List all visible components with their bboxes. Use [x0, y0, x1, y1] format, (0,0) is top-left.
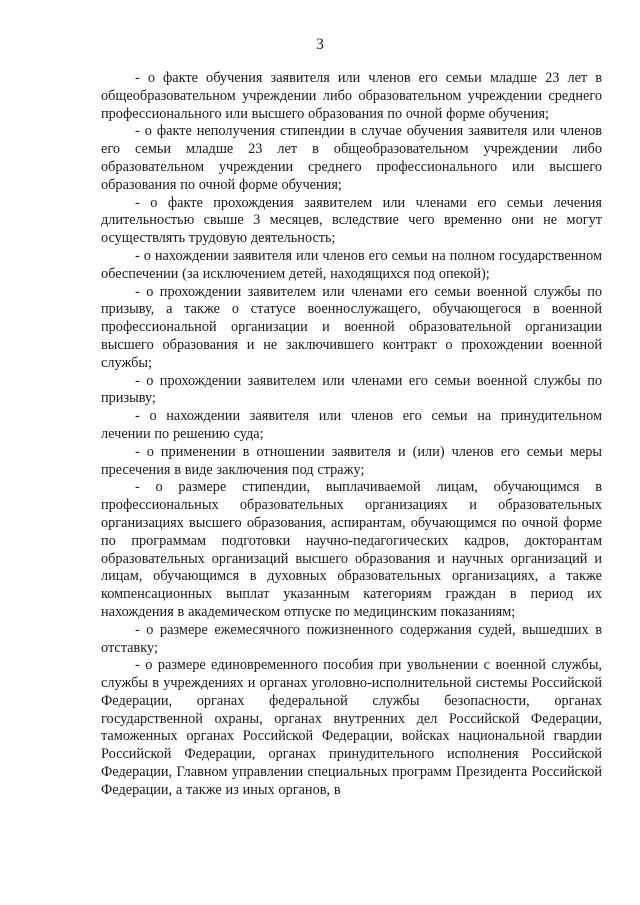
list-item-judge-allowance: - о размере ежемесячного пожизненного содержания судей, вышедших в отставку; [101, 621, 602, 656]
page-number: 3 [316, 36, 324, 53]
list-item-scholarship-amount: - о размере стипендии, выплачиваемой лицам, обучающимся в профессиональных образовательных организациях и образовательных организациях высшего образования, аспирантам, обучающимся по очной форме по программам подготовки научно-педагогических кадров, докторантам образовательных организаций высшего образования и научных организаций и лицам, обучающимся в духовных образовательных организациях, а также компенсационных выплат указанным категориям граждан в период их нахождения в академическом отпуске по медицинским показаниям; [101, 479, 602, 620]
list-item-long-treatment: - о факте прохождения заявителем или членами его семьи лечения длительностью свыше 3 месяцев, вследствие чего временно они не могут осуществлять трудовую деятельность; [101, 194, 602, 247]
list-item-study-fact: - о факте обучения заявителя или членов его семьи младше 23 лет в общеобразовательном учреждении либо образовательном учреждении среднего профессионального или высшего образования по очной форме обучения; [101, 70, 602, 122]
list-item-conscription: - о прохождении заявителем или членами его семьи военной службы по призыву; [101, 372, 602, 407]
list-item-no-scholarship: - о факте неполучения стипендии в случае обучения заявителя или членов его семьи младше 23 лет в общеобразовательном учреждении либо образовательном учреждении среднего профессионального или высшего образования по очной форме обучения; [101, 123, 602, 193]
list-item-compulsory-treatment: - о нахождении заявителя или членов его семьи на принудительном лечении по решению суда; [101, 408, 602, 442]
list-item-severance-allowance: - о размере единовременного пособия при увольнении с военной службы, службы в учреждениях и органах уголовно-исполнительной системы Российской Федерации, органах федеральной службы безопасности, органах государственной охраны, органах внутренних дел Российской Федерации, таможенных органах Российской Федерации, войсках национальной гвардии Российской Федерации, органах принудительного исполнения Российской Федерации, Главном управлении специальных программ Президента Российской Федерации, а также из иных органов, в [101, 657, 602, 798]
document-body [101, 70, 602, 800]
list-item-custody: - о применении в отношении заявителя и (или) членов его семьи меры пресечения в виде заключения под стражу; [101, 443, 602, 478]
list-item-military-service-status: - о прохождении заявителем или членами его семьи военной службы по призыву, а также о статусе военнослужащего, обучающегося в военной профессиональной организации и военной образовательной организации высшего образования и не заключившего контракт о прохождении военной службы; [101, 283, 602, 371]
list-item-state-support: - о нахождении заявителя или членов его семьи на полном государственном обеспечении (за исключением детей, находящихся под опекой); [101, 247, 602, 282]
